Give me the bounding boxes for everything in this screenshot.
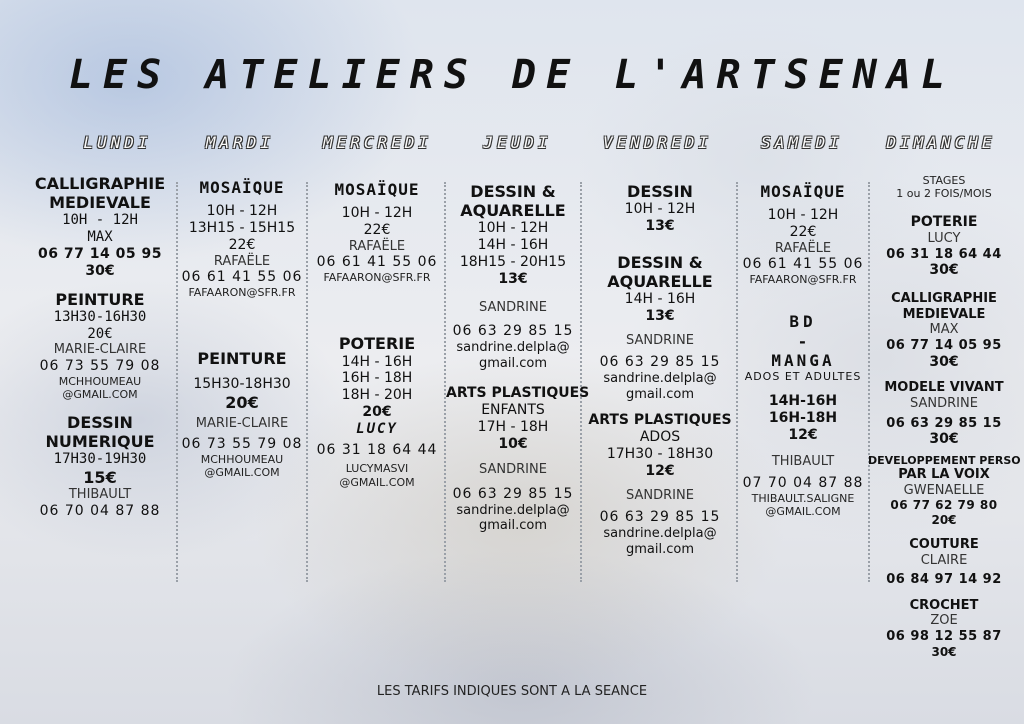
activity-price: 30€ (929, 353, 959, 370)
teacher-name: GWENAELLE (903, 482, 985, 498)
activity-title: MOSAÏQUE (199, 178, 285, 197)
teacher-name: RAFAËLE (213, 253, 271, 269)
activity-hours: 13H30-16H30 (53, 308, 147, 325)
teacher-name: LUCY (927, 231, 961, 247)
activity-title: DESSIN & (617, 252, 703, 272)
activity-price: 13€ (498, 270, 528, 287)
activity-price: 30€ (85, 262, 115, 279)
email-address: sandrine.delpla@ (456, 502, 570, 518)
vendredi-column (584, 182, 736, 557)
samedi-mosaique-block (738, 182, 868, 286)
activity-price: 30€ (929, 262, 959, 279)
vendredi-dessin-aquarelle-block (584, 253, 736, 403)
activity-hours: 16H-18H (768, 409, 838, 426)
email-address: gmail.com (625, 541, 694, 557)
column-divider (580, 182, 582, 582)
phone-number: 06 73 55 79 08 (39, 357, 161, 374)
activity-hours: 17H30 - 18H30 (606, 445, 714, 462)
phone-number: 06 98 12 55 87 (886, 629, 1002, 645)
activity-hours: 15H30-18H30 (193, 376, 291, 393)
email-address: gmail.com (625, 386, 694, 402)
activity-title: MODELE VIVANT (884, 380, 1004, 396)
activity-title: DESSIN (67, 413, 133, 433)
dimanche-crochet-block (868, 598, 1020, 659)
activity-title: NUMERIQUE (45, 432, 155, 452)
activity-hours: 18H15 - 20H15 (459, 253, 567, 270)
activity-title: DESSIN (627, 182, 693, 201)
activity-hours: 10H - 12H (477, 220, 549, 237)
activity-title: AQUARELLE (607, 271, 713, 291)
teacher-name: RAFAËLE (774, 240, 832, 256)
day-header-dimanche: DIMANCHE (886, 133, 996, 152)
mercredi-poterie-block (310, 334, 444, 488)
activity-hours: 14H-16H (768, 393, 838, 410)
activity-price: 13€ (645, 217, 675, 234)
activity-title: MOSAÏQUE (760, 182, 846, 201)
email-address: FAFAARON@SFR.FR (188, 285, 296, 299)
mercredi-mosaique-block (310, 180, 444, 284)
teacher-name: RAFAËLE (348, 238, 406, 254)
teacher-name: MARIE-CLAIRE (53, 342, 147, 358)
email-address: gmail.com (478, 355, 547, 371)
teacher-name: ZOE (930, 613, 958, 629)
phone-number: 06 31 18 64 44 (316, 441, 438, 458)
activity-price: 22€ (228, 236, 256, 253)
activity-title: DEVELOPPEMENT PERSO (868, 453, 1021, 467)
lundi-column (30, 174, 170, 520)
phone-number: 06 63 29 85 15 (886, 415, 1002, 431)
phone-number: 07 70 04 87 88 (742, 475, 864, 492)
activity-subtitle: ENFANTS (481, 401, 545, 418)
day-header-lundi: LUNDI (83, 133, 152, 152)
email-address: MCHHOUMEAU (58, 374, 142, 388)
email-address: sandrine.delpla@ (603, 371, 717, 387)
day-header-mercredi: MERCREDI (322, 133, 433, 152)
activity-title: POTERIE (338, 334, 416, 354)
email-address: LUCYMASVI (345, 462, 409, 476)
phone-number: 06 63 29 85 15 (599, 354, 721, 371)
activity-title: - (797, 331, 809, 351)
activity-hours: 13H15 - 15H15 (188, 219, 296, 236)
day-header-jeudi: JEUDI (483, 133, 552, 152)
dimanche-column (868, 174, 1020, 659)
teacher-name: THIBAULT (771, 453, 835, 469)
dimanche-modele-vivant-block (868, 380, 1020, 448)
activity-price: 20€ (225, 393, 259, 413)
phone-number: 06 61 41 55 06 (181, 269, 303, 286)
activity-title: ARTS PLASTIQUES (446, 385, 590, 402)
vendredi-arts-plastiques-block (584, 412, 736, 557)
samedi-bd-manga-block (738, 312, 868, 518)
dimanche-poterie-block (868, 214, 1020, 279)
phone-number: 06 63 29 85 15 (599, 509, 721, 526)
activity-title: PEINTURE (55, 289, 145, 309)
day-header-samedi: SAMEDI (761, 133, 843, 152)
phone-number: 06 31 18 64 44 (886, 246, 1002, 262)
activity-title: POTERIE (910, 214, 978, 231)
email-address: @GMAIL.COM (765, 505, 841, 519)
page-title: LES ATELIERS DE L'ARTSENAL (68, 52, 956, 98)
stages-label: STAGES (922, 174, 966, 187)
phone-number: 06 70 04 87 88 (39, 503, 161, 520)
phone-number: 06 61 41 55 06 (742, 256, 864, 273)
samedi-column (738, 182, 868, 518)
mardi-peinture-block (178, 349, 306, 479)
activity-title: DESSIN & (470, 182, 556, 201)
teacher-name: SANDRINE (910, 395, 978, 411)
day-header-mardi: MARDI (205, 133, 275, 152)
teacher-name: LUCY (356, 420, 398, 437)
activity-title: ARTS PLASTIQUES (588, 412, 732, 429)
phone-number: 06 73 55 79 08 (181, 435, 303, 452)
teacher-name: MARIE-CLAIRE (195, 416, 289, 432)
mercredi-column (310, 180, 444, 489)
phone-number: 06 63 29 85 15 (452, 485, 574, 502)
email-address: THIBAULT.SALIGNE (751, 491, 855, 505)
email-address: FAFAARON@SFR.FR (323, 271, 431, 285)
teacher-name: SANDRINE (479, 462, 547, 478)
activity-hours: 10H - 12H (206, 203, 278, 220)
email-address: @GMAIL.COM (339, 475, 415, 489)
jeudi-dessin-aquarelle-block (446, 182, 580, 371)
activity-price: 20€ (362, 403, 392, 420)
stages-frequency: 1 ou 2 FOIS/MOIS (896, 187, 992, 201)
activity-title: CALLIGRAPHIE (34, 174, 166, 193)
phone-number: 06 63 29 85 15 (452, 323, 574, 340)
activity-title: PAR LA VOIX (898, 467, 990, 483)
column-divider (306, 182, 308, 582)
activity-subtitle: ADOS ET ADULTES (744, 369, 862, 383)
email-address: FAFAARON@SFR.FR (749, 273, 857, 287)
email-address: sandrine.delpla@ (456, 339, 570, 355)
activity-hours: 10H - 12H (62, 212, 138, 229)
activity-hours: 10H - 12H (624, 201, 696, 218)
activity-title: MANGA (771, 350, 835, 370)
activity-title: PEINTURE (197, 349, 287, 369)
activity-price: 22€ (789, 223, 817, 240)
email-address: @GMAIL.COM (204, 465, 280, 479)
activity-title: CROCHET (909, 597, 979, 613)
email-address: @GMAIL.COM (62, 387, 138, 401)
teacher-name: MAX (929, 322, 959, 338)
activity-title: MEDIEVALE (49, 193, 151, 213)
activity-hours: 17H30-19H30 (53, 451, 147, 468)
activity-price: 12€ (788, 426, 818, 443)
activity-title: MOSAÏQUE (334, 180, 420, 199)
teacher-name: MAX (87, 229, 113, 246)
activity-title: CALLIGRAPHIE (891, 291, 997, 307)
pricing-note: LES TARIFS INDIQUES SONT A LA SEANCE (376, 684, 648, 699)
activity-price: 30€ (931, 644, 957, 659)
activity-price: 12€ (645, 462, 675, 479)
activity-price: 22€ (363, 221, 391, 238)
dimanche-developpement-perso-block (868, 454, 1020, 527)
activity-price: 15€ (83, 468, 117, 488)
dimanche-calligraphie-block (868, 291, 1020, 370)
phone-number: 06 84 97 14 92 (886, 572, 1002, 588)
teacher-name: CLAIRE (920, 552, 968, 568)
activity-price: 20€ (87, 325, 113, 342)
activity-hours: 14H - 16H (477, 237, 549, 254)
activity-hours: 18H - 20H (341, 387, 413, 404)
lundi-calligraphie-block (30, 174, 170, 280)
activity-price: 13€ (645, 307, 675, 324)
phone-number: 06 77 62 79 80 (890, 498, 998, 513)
teacher-name: SANDRINE (479, 299, 547, 315)
activity-title: BD (789, 312, 817, 332)
phone-number: 06 77 14 05 95 (886, 337, 1002, 353)
activity-price: 30€ (929, 431, 959, 448)
activity-hours: 17H - 18H (477, 418, 549, 435)
email-address: MCHHOUMEAU (200, 452, 284, 466)
jeudi-column (446, 182, 590, 534)
email-address: sandrine.delpla@ (603, 525, 717, 541)
dimanche-couture-block (868, 537, 1020, 588)
teacher-name: THIBAULT (68, 487, 132, 503)
activity-title: MEDIEVALE (902, 306, 986, 322)
mardi-mosaique-block (178, 178, 306, 299)
phone-number: 06 61 41 55 06 (316, 254, 438, 271)
activity-hours: 10H - 12H (341, 205, 413, 222)
activity-hours: 14H - 16H (341, 353, 413, 370)
activity-hours: 16H - 18H (341, 370, 413, 387)
lundi-dessin-numerique-block (30, 413, 170, 520)
activity-subtitle: ADOS (639, 429, 681, 446)
activity-hours: 10H - 12H (767, 207, 839, 224)
phone-number: 06 77 14 05 95 (38, 245, 162, 262)
day-header-vendredi: VENDREDI (602, 133, 713, 152)
mardi-column (178, 178, 306, 479)
activity-title: AQUARELLE (460, 201, 566, 221)
lundi-peinture-block (30, 290, 170, 402)
teacher-name: SANDRINE (626, 487, 694, 503)
activity-price: 10€ (498, 435, 528, 452)
activity-hours: 14H - 16H (624, 291, 696, 308)
activity-title: COUTURE (909, 537, 979, 553)
email-address: gmail.com (478, 518, 547, 534)
jeudi-arts-plastiques-block (446, 385, 590, 534)
vendredi-dessin-block (584, 182, 736, 235)
teacher-name: SANDRINE (626, 332, 694, 348)
activity-price: 20€ (931, 512, 957, 527)
